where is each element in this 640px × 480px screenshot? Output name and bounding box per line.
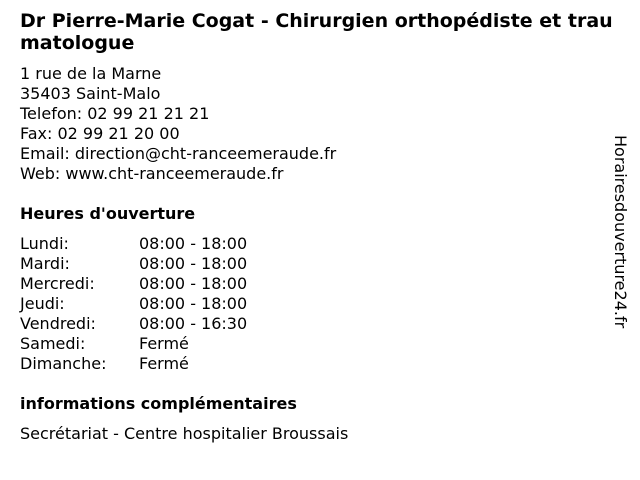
hours-row-thursday: [20, 294, 616, 314]
additional-info-text: Secrétariat - Centre hospitalier Broussais: [20, 424, 349, 443]
website: Web: www.cht-ranceemeraude.fr: [20, 164, 284, 183]
email-address: Email: direction@cht-ranceemeraude.fr: [20, 144, 337, 163]
hours-time: 08:00 - 18:00: [139, 294, 248, 313]
hours-day: Lundi:: [20, 234, 69, 253]
hours-day: Jeudi:: [20, 294, 65, 313]
hours-time: 08:00 - 18:00: [139, 254, 248, 273]
hours-day: Samedi:: [20, 334, 86, 353]
hours-row-tuesday: [20, 254, 616, 274]
hours-row-monday: [20, 234, 616, 254]
hours-row-saturday: [20, 334, 616, 354]
city: 35403 Saint-Malo: [20, 84, 161, 103]
hours-time: 08:00 - 18:00: [139, 234, 248, 253]
opening-hours-heading: Heures d'ouverture: [20, 204, 196, 223]
additional-info-heading: informations complémentaires: [20, 394, 297, 413]
hours-time: Fermé: [139, 354, 189, 373]
phone-number: Telefon: 02 99 21 21 21: [20, 104, 210, 123]
hours-time: Fermé: [139, 334, 189, 353]
street-address: 1 rue de la Marne: [20, 64, 162, 83]
fax-number: Fax: 02 99 21 20 00: [20, 124, 180, 143]
hours-row-friday: [20, 314, 616, 334]
hours-day: Mardi:: [20, 254, 70, 273]
site-watermark: Horairesdouverture24.fr: [611, 135, 630, 329]
hours-row-sunday: [20, 354, 616, 374]
hours-time: 08:00 - 18:00: [139, 274, 248, 293]
hours-day: Mercredi:: [20, 274, 95, 293]
address-block: [20, 64, 616, 184]
hours-day: Vendredi:: [20, 314, 96, 333]
opening-hours-table: [20, 234, 616, 374]
hours-row-wednesday: [20, 274, 616, 294]
business-card: [20, 10, 616, 444]
hours-day: Dimanche:: [20, 354, 107, 373]
hours-time: 08:00 - 16:30: [139, 314, 248, 333]
page-title: Dr Pierre-Marie Cogat - Chirurgien orthopédiste et traumatologue: [20, 10, 613, 54]
